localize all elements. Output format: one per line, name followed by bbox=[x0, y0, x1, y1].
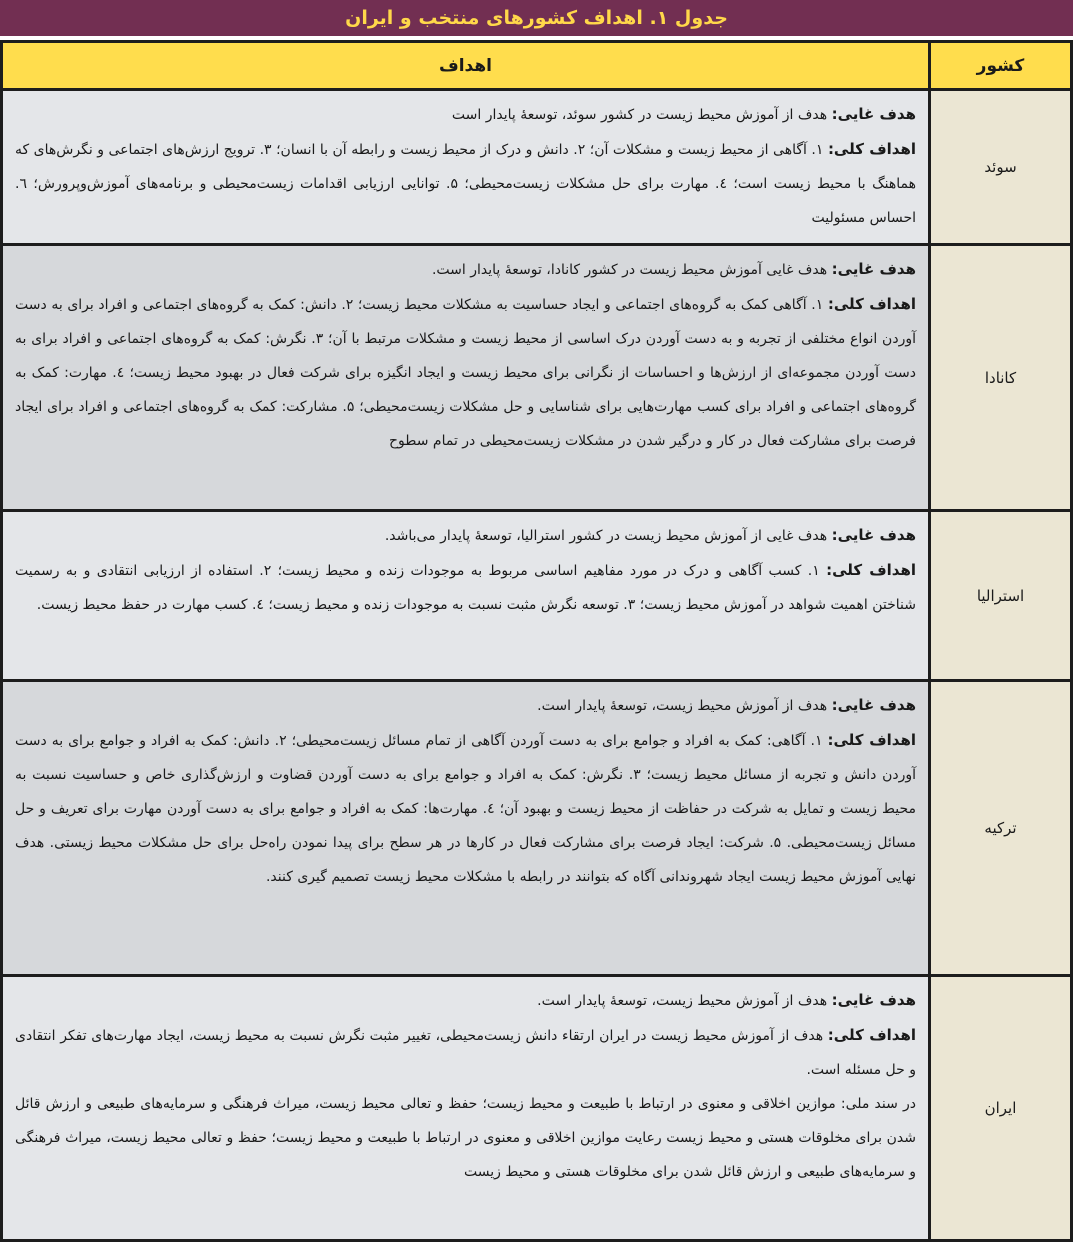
table-row-sweden bbox=[2, 90, 1072, 245]
general-goals-label: اهداف کلی: bbox=[827, 731, 917, 749]
goals-table bbox=[0, 40, 1073, 1242]
goals-cell bbox=[2, 90, 930, 245]
ultimate-goal bbox=[15, 97, 916, 132]
general-goals bbox=[15, 132, 916, 235]
ultimate-goal-text: هدف از آموزش محیط زیست، توسعهٔ پایدار است. bbox=[537, 698, 832, 714]
table-header-row bbox=[2, 42, 1072, 90]
ultimate-goal-text: هدف از آموزش محیط زیست، توسعهٔ پایدار است. bbox=[537, 993, 832, 1009]
general-goals-text: ۱. آگاهی: کمک به افراد و جوامع برای به دست آوردن آگاهی از تمام مسائل زیست‌محیطی؛ ۲. دانش: کمک به افراد و جوامع برای به دست آوردن دانش و تجربه از مسائل محیط زیست؛ ۳. نگرش: کمک به افراد و جوامع برای به دست آوردن قضاوت و ارزش‌گذاری خاص و حساسیت نسبت به محیط زیست و تمایل به شرکت در حفاظت از محیط زیست و بهبود آن؛ ٤. مهارت‌ها: کمک به افراد و جوامع برای به دست آوردن مهارت برای تعریف و حل مسائل زیست‌محیطی. ۵. شرکت: ایجاد فرصت برای مشارکت فعال در کارها در هر سطح برای پیدا نمودن راه‌حل برای حل مشکلات محیط زیستی. هدف نهایی آموزش محیط زیست ایجاد شهروندانی آگاه که بتوانند در رابطه با مشکلات محیط زیست تصمیم گیری کنند. bbox=[15, 733, 917, 885]
header-goals: اهداف bbox=[2, 42, 930, 90]
table-row-iran bbox=[2, 976, 1072, 1241]
goals-cell bbox=[2, 681, 930, 976]
general-goals bbox=[15, 553, 916, 622]
ultimate-goal bbox=[15, 518, 916, 553]
ultimate-goal-label: هدف غایی: bbox=[831, 991, 916, 1009]
general-goals-text: ۱. کسب آگاهی و درک در مورد مفاهیم اساسی مربوط به موجودات زنده و محیط زیست؛ ۲. استفاده از ارزیابی انتقادی و به رسمیت شناختن اهمیت شواهد در آموزش محیط زیست؛ ۳. توسعه نگرش مثبت نسبت به موجودات زنده و محیط زیست؛ ٤. کسب مهارت در حفظ محیط زیست. bbox=[15, 563, 916, 613]
ultimate-goal-text: هدف غایی از آموزش محیط زیست در کشور استرالیا، توسعهٔ پایدار می‌باشد. bbox=[384, 528, 832, 544]
ultimate-goal-label: هدف غایی: bbox=[831, 260, 916, 278]
table-title-bar bbox=[0, 0, 1073, 36]
table-row-australia bbox=[2, 511, 1072, 681]
ultimate-goal-label: هدف غایی: bbox=[831, 105, 916, 123]
country-cell: ترکیه bbox=[930, 681, 1072, 976]
table-title: جدول ۱. اهداف کشورهای منتخب و ایران bbox=[345, 7, 728, 29]
general-goals-label: اهداف کلی: bbox=[827, 1026, 917, 1044]
country-cell: استرالیا bbox=[930, 511, 1072, 681]
country-cell: ایران bbox=[930, 976, 1072, 1241]
goals-table-container bbox=[0, 40, 1073, 1242]
ultimate-goal-text: هدف غایی آموزش محیط زیست در کشور کانادا، توسعهٔ پایدار است. bbox=[431, 262, 832, 278]
goals-cell bbox=[2, 245, 930, 511]
table-row-turkey bbox=[2, 681, 1072, 976]
general-goals-text: ۱. آگاهی از محیط زیست و مشکلات آن؛ ۲. دانش و درک از محیط زیست و رابطه آن با انسان؛ ۳. ترویج ارزش‌های اجتماعی و نگرش‌های که هماهنگ با محیط زیست است؛ ٤. مهارت برای حل مشکلات زیست‌محیطی؛ ۵. توانایی ارزیابی اقدامات زیست‌محیطی و برنامه‌های آموزش‌وپرورش؛ ٦. احساس مسئولیت bbox=[15, 142, 916, 226]
general-goals-label: اهداف کلی: bbox=[827, 140, 917, 158]
goals-cell bbox=[2, 976, 930, 1241]
general-goals bbox=[15, 723, 916, 894]
national-document-goals: در سند ملی: موازین اخلاقی و معنوی در ارتباط با طبیعت و محیط زیست؛ حفظ و تعالی محیط زیست، میراث فرهنگی و سرمایه‌های طبیعی و ارزش قائل شدن برای مخلوقات هستی و محیط زیست رعایت موازین اخلاقی و معنوی در ارتباط با طبیعت و محیط زیست؛ حفظ و تعالی محیط زیست، میراث فرهنگی و سرمایه‌های طبیعی و ارزش قائل شدن برای مخلوقات هستی و محیط زیست bbox=[15, 1096, 916, 1180]
header-country: کشور bbox=[930, 42, 1072, 90]
country-cell: کانادا bbox=[930, 245, 1072, 511]
general-goals-text: ۱. آگاهی کمک به گروه‌های اجتماعی و ایجاد حساسیت به مشکلات محیط زیست؛ ۲. دانش: کمک به گروه‌های اجتماعی و افراد برای به دست آوردن انواع مختلفی از تجربه و به دست آوردن درک اساسی از محیط زیست و مشکلات مرتبط با آن؛ ۳. نگرش: کمک به گروه‌های اجتماعی و افراد برای به دست آوردن مجموعه‌ای از ارزش‌ها و احساسات از نگرانی برای محیط زیست و ایجاد انگیزه برای شرکت فعال در بهبود محیط زیست؛ ٤. مهارت: کمک به گروه‌های اجتماعی و افراد برای کسب مهارت‌هایی برای شناسایی و حل مشکلات زیست‌محیطی؛ ۵. مشارکت: کمک به گروه‌های اجتماعی و افراد برای ایجاد فرصت برای مشارکت فعال در کار و درگیر شدن در مشکلات زیست‌محیطی در تمام سطوح bbox=[15, 297, 916, 449]
ultimate-goal bbox=[15, 983, 916, 1018]
ultimate-goal bbox=[15, 688, 916, 723]
ultimate-goal bbox=[15, 252, 916, 287]
general-goals bbox=[15, 287, 916, 458]
goals-cell bbox=[2, 511, 930, 681]
ultimate-goal-label: هدف غایی: bbox=[831, 696, 916, 714]
ultimate-goal-text: هدف از آموزش محیط زیست در کشور سوئد، توسعهٔ پایدار است bbox=[451, 107, 832, 123]
general-goals-label: اهداف کلی: bbox=[826, 561, 916, 579]
table-row-canada bbox=[2, 245, 1072, 511]
general-goals-label: اهداف کلی: bbox=[827, 295, 916, 313]
ultimate-goal-label: هدف غایی: bbox=[831, 526, 916, 544]
general-goals bbox=[15, 1018, 916, 1087]
general-goals-text: هدف از آموزش محیط زیست در ایران ارتقاء دانش زیست‌محیطی، تغییر مثبت نگرش نسبت به محیط زیست، ایجاد مهارت‌های تفکر انتقادی و حل مسئله است. bbox=[15, 1028, 916, 1078]
country-cell: سوئد bbox=[930, 90, 1072, 245]
